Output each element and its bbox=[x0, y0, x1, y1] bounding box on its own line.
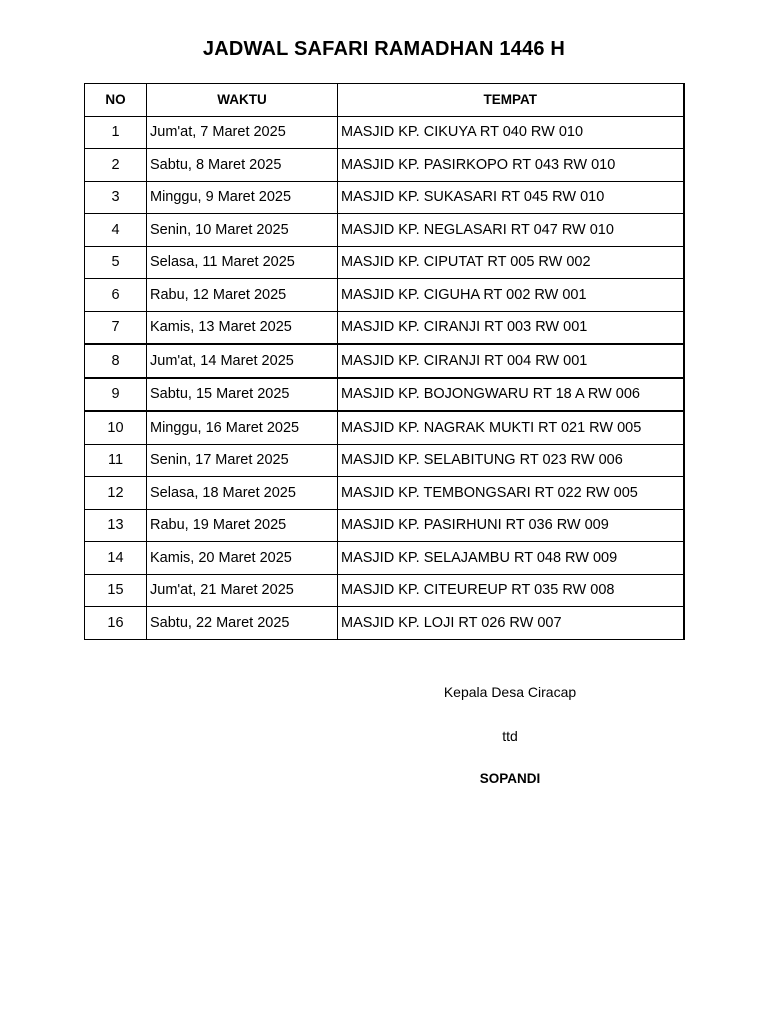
cell-tempat: MASJID KP. SELAJAMBU RT 048 RW 009 bbox=[338, 542, 684, 575]
cell-no: 15 bbox=[85, 574, 147, 607]
cell-tempat: MASJID KP. CIGUHA RT 002 RW 001 bbox=[338, 279, 684, 312]
table-row bbox=[85, 607, 684, 640]
cell-no: 6 bbox=[85, 279, 147, 312]
cell-tempat: MASJID KP. CIRANJI RT 003 RW 001 bbox=[338, 311, 684, 344]
cell-waktu: Senin, 17 Maret 2025 bbox=[147, 444, 338, 477]
schedule-table bbox=[84, 83, 685, 640]
header-waktu: WAKTU bbox=[147, 84, 338, 117]
cell-waktu: Kamis, 13 Maret 2025 bbox=[147, 311, 338, 344]
cell-tempat: MASJID KP. PASIRHUNI RT 036 RW 009 bbox=[338, 509, 684, 542]
signature-mark: ttd bbox=[502, 728, 518, 744]
cell-no: 3 bbox=[85, 181, 147, 214]
cell-waktu: Sabtu, 15 Maret 2025 bbox=[147, 378, 338, 412]
cell-no: 11 bbox=[85, 444, 147, 477]
cell-waktu: Jum'at, 21 Maret 2025 bbox=[147, 574, 338, 607]
cell-no: 14 bbox=[85, 542, 147, 575]
table-row bbox=[85, 477, 684, 510]
cell-waktu: Senin, 10 Maret 2025 bbox=[147, 214, 338, 247]
cell-waktu: Jum'at, 14 Maret 2025 bbox=[147, 344, 338, 378]
document-title: JADWAL SAFARI RAMADHAN 1446 H bbox=[202, 38, 566, 60]
cell-no: 5 bbox=[85, 246, 147, 279]
signatory-title: Kepala Desa Ciracap bbox=[443, 684, 577, 700]
cell-waktu: Kamis, 20 Maret 2025 bbox=[147, 542, 338, 575]
table-row bbox=[85, 214, 684, 247]
table-row bbox=[85, 279, 684, 312]
cell-no: 13 bbox=[85, 509, 147, 542]
cell-tempat: MASJID KP. CITEUREUP RT 035 RW 008 bbox=[338, 574, 684, 607]
table-row bbox=[85, 444, 684, 477]
cell-tempat: MASJID KP. BOJONGWARU RT 18 A RW 006 bbox=[338, 378, 684, 412]
cell-tempat: MASJID KP. LOJI RT 026 RW 007 bbox=[338, 607, 684, 640]
table-row bbox=[85, 411, 684, 444]
cell-waktu: Minggu, 16 Maret 2025 bbox=[147, 411, 338, 444]
cell-no: 1 bbox=[85, 116, 147, 149]
cell-tempat: MASJID KP. SUKASARI RT 045 RW 010 bbox=[338, 181, 684, 214]
table-row bbox=[85, 246, 684, 279]
table-header-row bbox=[85, 84, 684, 117]
cell-tempat: MASJID KP. CIRANJI RT 004 RW 001 bbox=[338, 344, 684, 378]
table-row bbox=[85, 311, 684, 344]
signatory-name: SOPANDI bbox=[479, 771, 541, 786]
header-no: NO bbox=[85, 84, 147, 117]
table-row bbox=[85, 542, 684, 575]
table-row bbox=[85, 344, 684, 378]
cell-waktu: Sabtu, 8 Maret 2025 bbox=[147, 149, 338, 182]
cell-no: 10 bbox=[85, 411, 147, 444]
cell-tempat: MASJID KP. TEMBONGSARI RT 022 RW 005 bbox=[338, 477, 684, 510]
cell-waktu: Rabu, 19 Maret 2025 bbox=[147, 509, 338, 542]
table-row bbox=[85, 378, 684, 412]
cell-no: 9 bbox=[85, 378, 147, 412]
cell-tempat: MASJID KP. NEGLASARI RT 047 RW 010 bbox=[338, 214, 684, 247]
cell-no: 4 bbox=[85, 214, 147, 247]
table-row bbox=[85, 116, 684, 149]
cell-no: 7 bbox=[85, 311, 147, 344]
cell-waktu: Selasa, 18 Maret 2025 bbox=[147, 477, 338, 510]
cell-tempat: MASJID KP. SELABITUNG RT 023 RW 006 bbox=[338, 444, 684, 477]
cell-no: 8 bbox=[85, 344, 147, 378]
cell-waktu: Jum'at, 7 Maret 2025 bbox=[147, 116, 338, 149]
cell-waktu: Selasa, 11 Maret 2025 bbox=[147, 246, 338, 279]
cell-no: 12 bbox=[85, 477, 147, 510]
cell-tempat: MASJID KP. CIPUTAT RT 005 RW 002 bbox=[338, 246, 684, 279]
cell-no: 16 bbox=[85, 607, 147, 640]
header-tempat: TEMPAT bbox=[338, 84, 684, 117]
cell-tempat: MASJID KP. NAGRAK MUKTI RT 021 RW 005 bbox=[338, 411, 684, 444]
table-row bbox=[85, 181, 684, 214]
table-row bbox=[85, 509, 684, 542]
cell-waktu: Minggu, 9 Maret 2025 bbox=[147, 181, 338, 214]
table-row bbox=[85, 149, 684, 182]
cell-waktu: Sabtu, 22 Maret 2025 bbox=[147, 607, 338, 640]
cell-tempat: MASJID KP. PASIRKOPO RT 043 RW 010 bbox=[338, 149, 684, 182]
cell-waktu: Rabu, 12 Maret 2025 bbox=[147, 279, 338, 312]
table-row bbox=[85, 574, 684, 607]
cell-tempat: MASJID KP. CIKUYA RT 040 RW 010 bbox=[338, 116, 684, 149]
cell-no: 2 bbox=[85, 149, 147, 182]
